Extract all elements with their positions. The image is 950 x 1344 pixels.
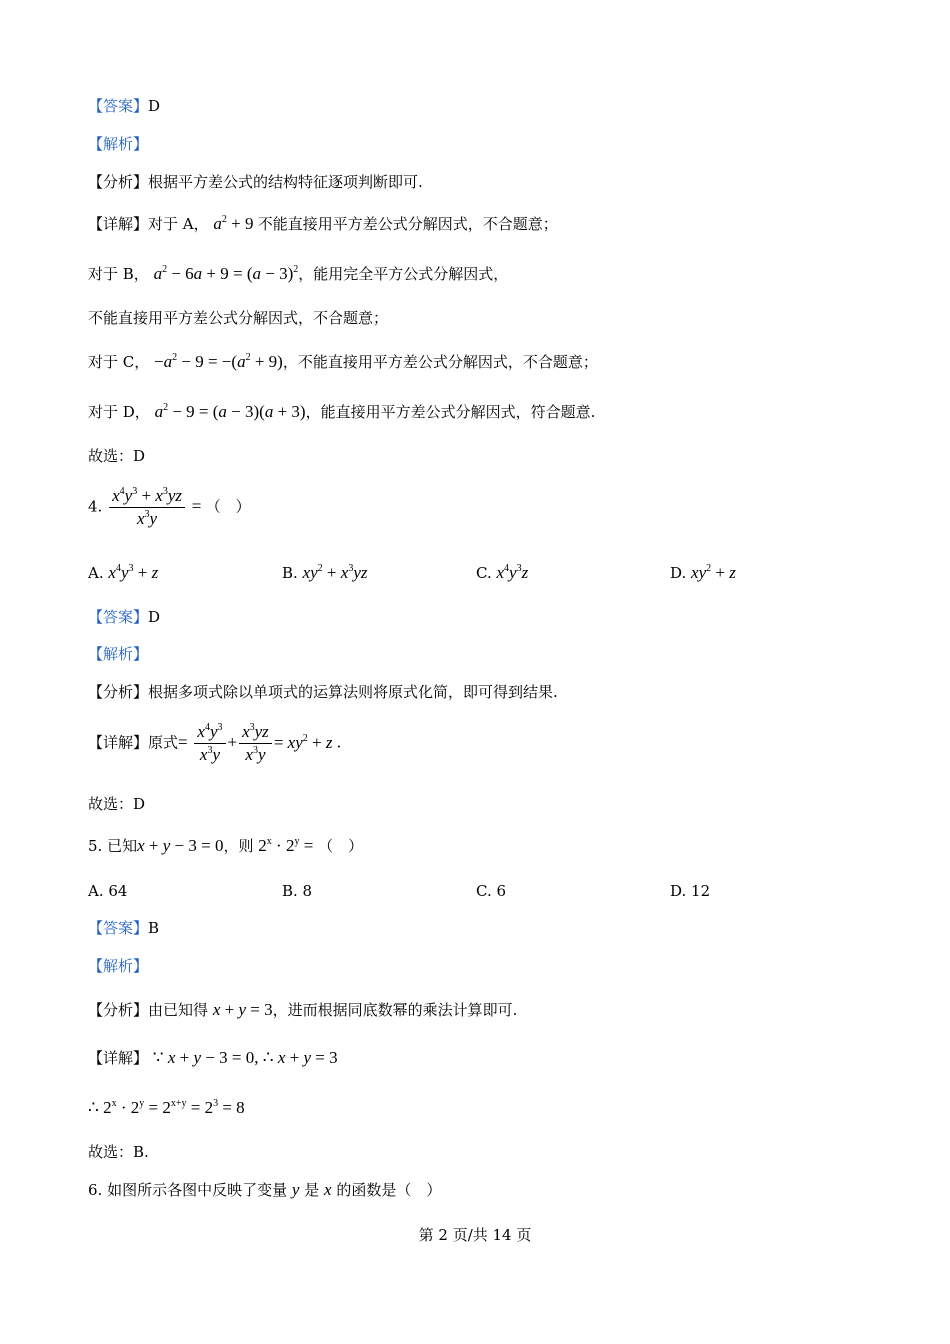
fenxi-tag: 【分析】: [88, 1001, 149, 1019]
answer-tag: 【答案】: [88, 97, 149, 115]
q3-choose-line: [88, 446, 145, 466]
q5-option-c: C. 6: [476, 882, 507, 900]
q3-jiexi-tag: 【解析】: [88, 135, 149, 153]
q3-detail-a-prefix: 对于 A，: [148, 215, 209, 233]
q6-var-x: x: [324, 1180, 332, 1199]
q5-choose-line: [88, 1142, 149, 1162]
q4-stem: 4. $\frac{x^4y^3 + x^3yz}{x^3y}$ = （ ）: [88, 486, 251, 528]
q3-detail-d-prefix: 对于 D，: [88, 403, 150, 421]
q5-option-b: B. 8: [282, 882, 313, 900]
q3-expr-c: $-a^2 - 9 = -(a^2 + 9)$: [154, 352, 283, 371]
q3-detail-b-tail: ，能用完全平方公式分解因式，: [298, 265, 509, 283]
q4-detail-prefix: 原式: [148, 733, 179, 752]
q5-detail-line2: ∴ $2^x \cdot 2^y = 2^{x+y} = 2^3 = 8$: [88, 1098, 245, 1117]
q4-option-a-letter: A.: [88, 564, 104, 582]
xiangjie-tag: 【详解】: [88, 215, 149, 233]
q4-analysis-line: [88, 682, 558, 702]
q4-detail-frac1: $\frac{x^4y^3}{x^3y}$: [194, 722, 225, 765]
q5-option-a: A. 64: [88, 882, 128, 900]
q5-stem: 5. 已知x + y − 3 = 0，则 $2^x \cdot 2^y$ = （ ）: [88, 836, 364, 855]
q4-option-c-letter: C.: [476, 564, 492, 582]
q3-answer-line: [88, 96, 160, 116]
q4-fraction: $\frac{x^4y^3 + x^3yz}{x^3y}$: [109, 486, 185, 529]
q3-detail-a-line: [88, 214, 558, 234]
q3-choose-value: D: [133, 447, 146, 465]
q3-answer-value: D: [148, 97, 161, 115]
q4-detail-line: 【详解】原式= $\frac{x^4y^3}{x^3y}$ + $\frac{x^3yz}{x^3y}$ = $xy^2 + z$ .: [88, 722, 341, 764]
q6-number: 6.: [88, 1181, 103, 1199]
answer-tag: 【答案】: [88, 608, 149, 626]
q5-analysis-line: 【分析】由已知得 x + y = 3，进而根据同底数幂的乘法计算即可.: [88, 1000, 518, 1019]
q4-answer-line: [88, 607, 160, 627]
fenxi-tag: 【分析】: [88, 683, 149, 701]
q5-answer-line: [88, 918, 159, 938]
q5-stem-prefix: 已知: [107, 837, 138, 855]
q4-analysis-text: 根据多项式除以单项式的运算法则将原式化简，即可得到结果.: [148, 683, 558, 701]
q4-number: 4.: [88, 497, 103, 516]
q3-expr-b: $a^2 - 6a + 9 = (a - 3)^2$: [153, 264, 299, 283]
q5-jiexi-tag: 【解析】: [88, 957, 149, 975]
q4-choose-line: [88, 794, 145, 814]
fenxi-tag: 【分析】: [88, 173, 149, 191]
q4-option-d-letter: D.: [670, 564, 687, 582]
q6-stem: [88, 1180, 441, 1200]
guxuan-label: 故选：: [88, 1143, 134, 1161]
q5-blank: （ ）: [318, 837, 364, 855]
q6-var-y: y: [291, 1180, 300, 1199]
q5-analysis-tail: ，进而根据同底数幂的乘法计算即可.: [272, 1001, 518, 1019]
q3-detail-c-tail: ，不能直接用平方差公式分解因式，不合题意；: [282, 353, 598, 371]
xiangjie-tag: 【详解】: [88, 733, 149, 752]
q6-stem-tail: 的函数是（ ）: [336, 1181, 442, 1199]
q5-option-d: D. 12: [670, 882, 711, 900]
page-footer: 第 2 页/共 14 页: [418, 1226, 532, 1244]
q5-analysis-prefix: 由已知得: [148, 1001, 209, 1019]
q3-detail-c-prefix: 对于 C，: [88, 353, 150, 371]
q3-detail-b-line: [88, 264, 508, 284]
q3-detail-b2-line: 不能直接用平方差公式分解因式，不合题意；: [88, 309, 389, 327]
guxuan-label: 故选：: [88, 447, 134, 465]
q4-choose-value: D: [133, 795, 146, 813]
q4-option-b-letter: B.: [282, 564, 298, 582]
q3-expr-d: $a^2 - 9 = (a - 3)(a + 3)$: [154, 402, 306, 421]
q4-detail-frac2: $\frac{x^3yz}{x^3y}$: [239, 722, 272, 765]
xiangjie-tag: 【详解】: [88, 1049, 149, 1067]
q4-option-b: B. $xy^2 + x^3yz$: [282, 563, 368, 582]
q4-option-a: A. $x^4y^3 + z$: [88, 563, 159, 582]
q5-detail-line: 【详解】 ∵ x + y − 3 = 0, ∴ x + y = 3: [88, 1048, 338, 1067]
q6-stem-mid: 是: [304, 1181, 320, 1199]
q3-analysis-text: 根据平方差公式的结构特征逐项判断即可.: [148, 173, 423, 191]
q6-stem-prefix: 如图所示各图中反映了变量: [107, 1181, 288, 1199]
q4-jiexi-tag: 【解析】: [88, 645, 149, 663]
q5-answer-value: B: [148, 919, 160, 937]
q5-stem-mid: ，则: [223, 837, 254, 855]
answer-tag: 【答案】: [88, 919, 149, 937]
q3-detail-d-line: [88, 402, 595, 422]
guxuan-label: 故选：: [88, 795, 134, 813]
q3-detail-c-line: [88, 352, 598, 372]
q3-analysis-line: [88, 172, 423, 192]
q5-number: 5.: [88, 837, 103, 855]
q4-answer-value: D: [148, 608, 161, 626]
q4-blank: （ ）: [205, 497, 251, 516]
q4-option-d: D. $xy^2 + z$: [670, 563, 736, 582]
q3-detail-d-tail: ，能直接用平方差公式分解因式，符合题意.: [305, 403, 596, 421]
q4-option-c: C. $x^4y^3z$: [476, 563, 529, 582]
q3-detail-b-prefix: 对于 B，: [88, 265, 149, 283]
q3-expr-a: $a^2 + 9$: [213, 214, 258, 233]
q3-detail-a-tail: 不能直接用平方差公式分解因式，不合题意；: [257, 215, 558, 233]
q5-choose-value: B.: [133, 1143, 149, 1161]
